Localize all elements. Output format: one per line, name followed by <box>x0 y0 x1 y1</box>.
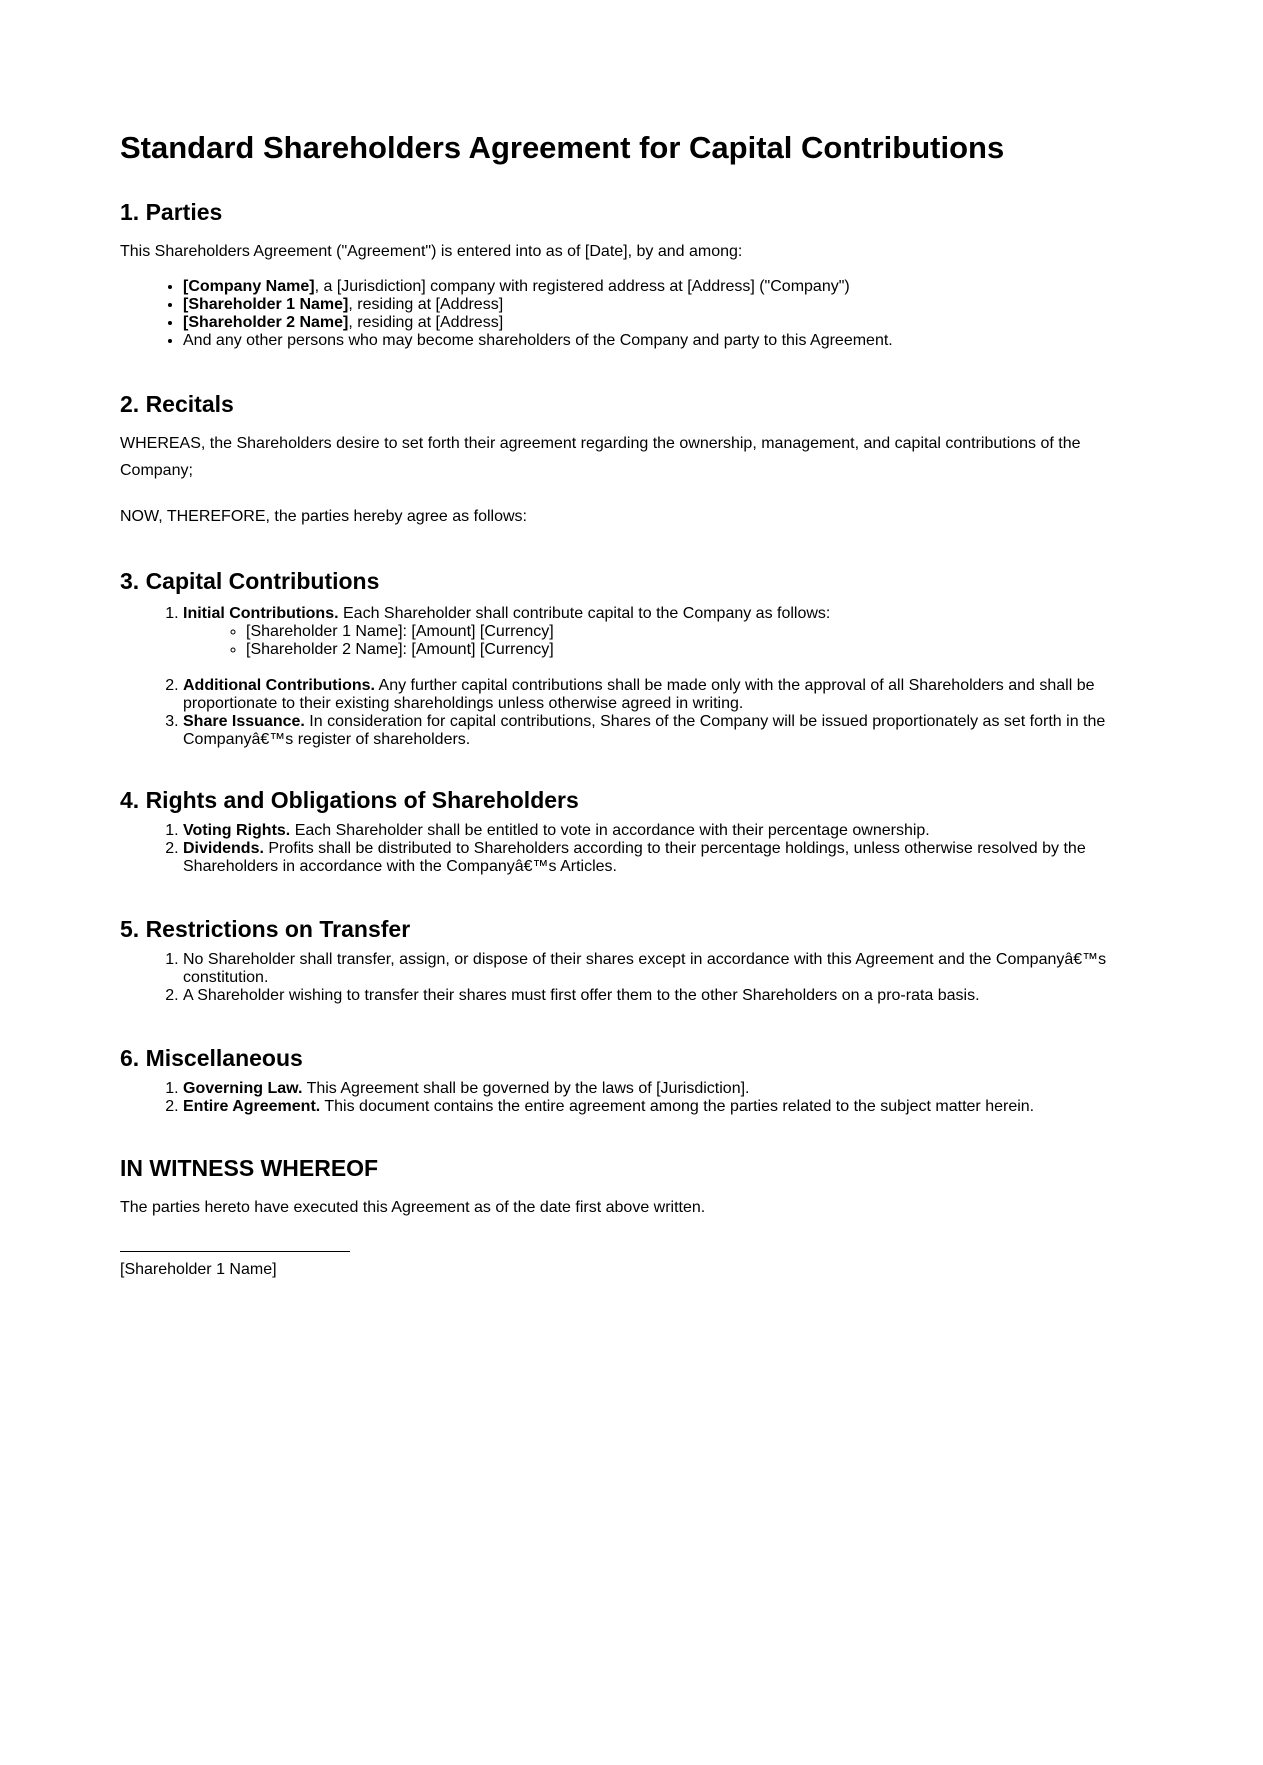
sub-list-item: ◦ [Shareholder 1 Name]: [Amount] [Currency] <box>246 623 1110 641</box>
list-item: 2. Dividends. Profits shall be distributed to Shareholders according to their percentage holdings, unless otherwise resolved by the Shareholders in accordance with the Companyâ€™s Articles. <box>183 840 1110 876</box>
capital-list <box>120 605 1110 749</box>
signature-line <box>120 1251 350 1252</box>
sub-list <box>183 623 1110 659</box>
section-heading: IN WITNESS WHEREOF <box>120 1155 379 1181</box>
list-item: 2. Additional Contributions. Any further capital contributions shall be made only with the approval of all Shareholders and shall be proportionate to their existing shareholdings unless otherwise agreed in writing. <box>183 677 1110 713</box>
section-heading: 5. Restrictions on Transfer <box>120 916 411 942</box>
section-rights <box>120 784 1110 876</box>
restrictions-list <box>120 951 1110 1005</box>
list-item: • [Shareholder 2 Name], residing at [Address] <box>183 314 1110 332</box>
list-item: • [Shareholder 1 Name], residing at [Address] <box>183 296 1110 314</box>
section-parties <box>120 196 1110 350</box>
section-capital <box>120 565 1110 749</box>
list-item: 2. A Shareholder wishing to transfer their shares must first offer them to the other Shareholders on a pro-rata basis. <box>183 987 1110 1005</box>
sub-list-item: ◦ [Shareholder 2 Name]: [Amount] [Currency] <box>246 641 1110 659</box>
recitals-whereas: WHEREAS, the Shareholders desire to set forth their agreement regarding the ownership, management, and capital contributions of the Company; <box>120 435 1081 479</box>
section-heading: 1. Parties <box>120 199 223 225</box>
page-title: Standard Shareholders Agreement for Capital Contributions <box>120 130 1005 165</box>
list-item: 1. Initial Contributions. Each Shareholder shall contribute capital to the Company as follows: ◦ [Shareholder 1 Name]: [Amount] [Currency] ◦ [Shareholder 2 Name]: [Amount] [Currency] <box>183 605 1110 659</box>
list-item: 3. Share Issuance. In consideration for capital contributions, Shares of the Company will be issued proportionately as set forth in the Companyâ€™s register of shareholders. <box>183 713 1110 749</box>
list-item: 1. No Shareholder shall transfer, assign, or dispose of their shares except in accordance with this Agreement and the Companyâ€™s constitution. <box>183 951 1110 987</box>
list-item: 1. Voting Rights. Each Shareholder shall be entitled to vote in accordance with their percentage ownership. <box>183 822 1110 840</box>
recitals-now: NOW, THEREFORE, the parties hereby agree as follows: <box>120 508 527 525</box>
misc-list <box>120 1080 1110 1116</box>
signatory-name: [Shareholder 1 Name] <box>120 1261 277 1278</box>
section-recitals <box>120 388 1110 530</box>
section-restrictions <box>120 913 1110 1005</box>
section-misc <box>120 1042 1110 1116</box>
parties-intro: This Shareholders Agreement ("Agreement") is entered into as of [Date], by and among: <box>120 243 743 260</box>
list-item: 1. Governing Law. This Agreement shall be governed by the laws of [Jurisdiction]. <box>183 1080 1110 1098</box>
list-item: 2. Entire Agreement. This document contains the entire agreement among the parties related to the subject matter herein. <box>183 1098 1110 1116</box>
section-heading: 4. Rights and Obligations of Shareholders <box>120 787 579 813</box>
section-heading: 6. Miscellaneous <box>120 1045 303 1071</box>
section-heading: 2. Recitals <box>120 391 234 417</box>
section-witness <box>120 1152 1110 1283</box>
parties-list <box>120 278 1110 350</box>
witness-text: The parties hereto have executed this Agreement as of the date first above written. <box>120 1199 706 1216</box>
list-item: • [Company Name], a [Jurisdiction] company with registered address at [Address] ("Company") <box>183 278 1110 296</box>
section-heading: 3. Capital Contributions <box>120 568 380 594</box>
rights-list <box>120 822 1110 876</box>
list-item: • And any other persons who may become shareholders of the Company and party to this Agreement. <box>183 332 1110 350</box>
